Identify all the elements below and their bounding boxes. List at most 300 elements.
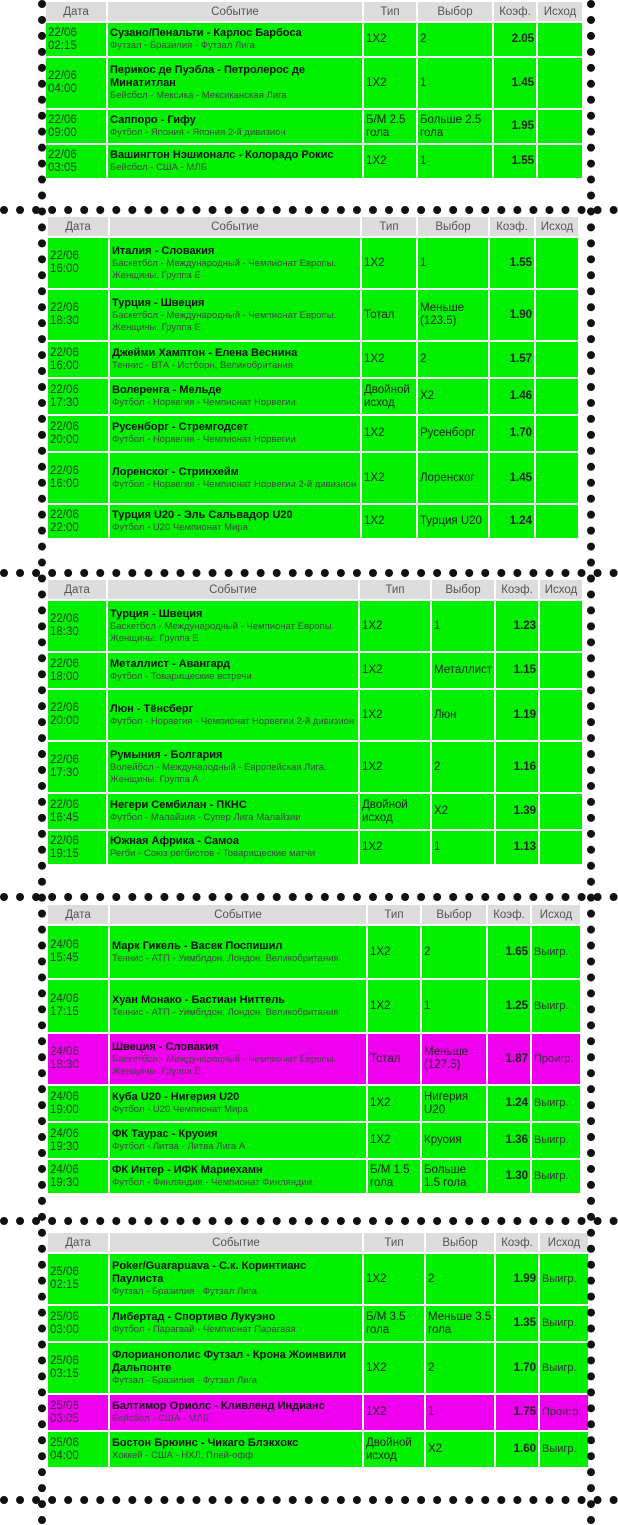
table-row	[48, 1432, 588, 1467]
event-title: Южная Африка - Самоа	[110, 835, 239, 847]
event-league: Футбол - Норвегия - Чемпионат Норвегии	[112, 434, 296, 445]
bet-event	[110, 379, 360, 414]
bet-event	[110, 416, 360, 451]
bet-pick: 2	[418, 23, 492, 56]
bet-odds: 1.95	[494, 110, 536, 143]
bet-event	[110, 1160, 366, 1193]
event-title: Вашингтон Нэшионалс - Колорадо Рокис	[110, 149, 334, 161]
bet-pick: 2	[432, 742, 494, 792]
header-type[interactable]: Тип	[362, 217, 416, 236]
bet-event	[110, 453, 360, 503]
table-row	[46, 110, 582, 143]
bet-event	[108, 145, 362, 178]
header-event[interactable]: Событие	[108, 2, 362, 21]
table-row	[48, 1086, 580, 1121]
header-date[interactable]: Дата	[48, 905, 108, 924]
header-result[interactable]: Исход	[540, 1233, 588, 1252]
bet-date: 22/06 02:15	[46, 23, 106, 56]
bet-pick: X2	[426, 1432, 494, 1467]
event-league: Волейбол - Международный - Европейская Лига. Женщины. Группа A	[110, 761, 327, 785]
event-league: Футзал - Бразилия - Футзал Лига	[110, 40, 255, 51]
bet-type: 1X2	[364, 145, 416, 178]
table-row	[48, 453, 578, 503]
bet-event	[110, 1343, 362, 1393]
bet-event	[110, 1123, 366, 1158]
bet-type: Тотал	[362, 290, 416, 340]
bet-date: 25/06 04:00	[48, 1432, 108, 1467]
bet-odds: 1.45	[490, 453, 534, 503]
bet-event	[110, 926, 366, 978]
bet-type: 1X2	[362, 416, 416, 451]
table-header	[48, 1233, 588, 1252]
bet-pick: Больше 1.5 гола	[422, 1160, 486, 1193]
bet-pick: 1	[432, 601, 494, 651]
bet-type: Двойной исход	[362, 379, 416, 414]
bet-pick: Турция U20	[418, 505, 488, 538]
header-odds[interactable]: Коэф.	[496, 580, 538, 599]
event-league: Футзал - Бразилия - Футзал Лига	[112, 1286, 257, 1297]
bet-result	[540, 794, 582, 829]
event-league: Футбол - U20 Чемпионат Мира	[112, 522, 248, 533]
bet-pick: 2	[426, 1254, 494, 1304]
event-title: Либертад - Спортиво Лукуэно	[112, 1311, 276, 1323]
event-title: Куба U20 - Нигерия U20	[112, 1091, 240, 1103]
bet-type: 1X2	[360, 831, 430, 864]
bet-type: 1X2	[360, 653, 430, 688]
table-row	[48, 416, 578, 451]
bet-date: 22/06 17:30	[48, 742, 106, 792]
bet-date: 22/06 22:00	[48, 505, 108, 538]
header-date[interactable]: Дата	[48, 217, 108, 236]
bet-result	[538, 23, 582, 56]
table-row	[48, 1034, 580, 1084]
bet-result	[540, 831, 582, 864]
bet-result	[540, 742, 582, 792]
bet-pick: 2	[418, 342, 488, 377]
bet-event	[108, 653, 358, 688]
event-league: Футбол - Товарищеские встречи	[110, 671, 252, 682]
bet-pick: 1	[422, 980, 486, 1032]
event-league: Футбол - Парагвай - Чемпионат Парагвая	[112, 1324, 296, 1335]
bet-pick: Меньше 3.5 гола	[426, 1306, 494, 1341]
event-league: Хоккей - США - НХЛ, Плей-офф	[112, 1450, 254, 1461]
bet-odds: 1.75	[496, 1395, 538, 1430]
bet-result	[538, 110, 582, 143]
table-row	[48, 690, 582, 740]
bet-date: 22/06 18:30	[48, 290, 108, 340]
bet-type: 1X2	[362, 505, 416, 538]
table-row	[46, 23, 582, 56]
bet-result	[540, 690, 582, 740]
bet-odds: 1.39	[496, 794, 538, 829]
bet-event	[110, 342, 360, 377]
bet-odds: 1.70	[490, 416, 534, 451]
bet-date: 22/06 16:00	[48, 342, 108, 377]
event-title: Лоренског - Стринхейм	[112, 465, 239, 478]
table-row	[48, 505, 578, 538]
table-row	[48, 601, 582, 651]
bet-odds: 1.99	[496, 1254, 538, 1304]
bet-date: 24/06 15:45	[48, 926, 108, 978]
bet-type: 1X2	[368, 926, 420, 978]
table-header	[48, 217, 578, 236]
event-title: Джейми Хамптон - Елена Веснина	[112, 347, 298, 359]
table-row	[48, 379, 578, 414]
bet-odds: 1.55	[494, 145, 536, 178]
bet-event	[110, 980, 366, 1032]
bet-type: 1X2	[360, 690, 430, 740]
bet-event	[110, 290, 360, 340]
bet-type: Двойной исход	[360, 794, 430, 829]
event-title: Хуан Монако - Бастиан Ниттель	[112, 993, 285, 1006]
bet-date: 25/06 03:05	[48, 1395, 108, 1430]
event-title: Бостон Брюинс - Чикаго Блэкхокс	[112, 1437, 299, 1449]
bet-date: 24/06 18:30	[48, 1034, 108, 1084]
bet-type: 1X2	[364, 1343, 424, 1393]
bet-type: 1X2	[364, 1254, 424, 1304]
bet-odds: 1.46	[490, 379, 534, 414]
bet-result: Выигр.	[540, 1432, 588, 1467]
event-league: Футбол - Норвегия - Чемпионат Норвегии 2-й дивизион	[112, 478, 357, 490]
dotted-separator-vertical	[587, 0, 595, 1525]
bet-result	[536, 290, 578, 340]
dotted-separator-horizontal	[0, 1217, 618, 1225]
bet-date: 25/06 02:15	[48, 1254, 108, 1304]
bet-date: 24/06 19:30	[48, 1160, 108, 1193]
table-row	[46, 58, 582, 108]
bet-date: 22/06 18:00	[48, 653, 106, 688]
dotted-separator-horizontal	[0, 569, 618, 577]
bet-result	[536, 342, 578, 377]
event-title: Poker/Guarapuava - С.к. Коринтианс Паулиста	[112, 1260, 307, 1285]
event-title: Турция U20 - Эль Сальвадор U20	[112, 509, 293, 521]
header-type[interactable]: Тип	[360, 580, 430, 599]
event-title: Саппоро - Гифу	[110, 114, 196, 126]
event-title: Сузано/Пенальти - Карлос Барбоса	[110, 27, 302, 39]
header-event[interactable]: Событие	[110, 217, 360, 236]
bet-odds: 1.23	[496, 601, 538, 651]
event-title: Швеция - Словакия	[112, 1040, 219, 1053]
bet-odds: 1.87	[488, 1034, 530, 1084]
bet-result	[536, 416, 578, 451]
bet-pick: X2	[432, 794, 494, 829]
event-title: Турция - Швеция	[112, 296, 205, 309]
header-date[interactable]: Дата	[46, 2, 106, 21]
bet-type: Б/М 1.5 гола	[368, 1160, 420, 1193]
bet-odds: 1.36	[488, 1123, 530, 1158]
table-row	[48, 831, 582, 864]
event-league: Регби - Союз регбистов - Товарищеские матчи	[110, 848, 316, 859]
event-league: Бейсбол - Мексика - Мексиканская Лига	[110, 90, 287, 101]
event-league: Теннис - ВТА - Истборн, Великобритания	[112, 360, 293, 371]
event-league: Футбол - U20 Чемпионат Мира	[112, 1104, 248, 1115]
bet-event	[110, 1086, 366, 1121]
header-type[interactable]: Тип	[368, 905, 420, 924]
bet-slip-block-4	[46, 903, 582, 1195]
bet-pick: Круоия	[422, 1123, 486, 1158]
bet-odds: 1.60	[496, 1432, 538, 1467]
bets-table	[44, 0, 584, 180]
bet-odds: 1.24	[490, 505, 534, 538]
event-league: Футбол - Норвегия - Чемпионат Норвегии 2-й дивизион	[110, 715, 355, 727]
bet-event	[108, 58, 362, 108]
bet-event	[110, 1432, 362, 1467]
bet-date: 25/06 03:00	[48, 1306, 108, 1341]
dotted-separator-horizontal	[0, 206, 618, 214]
bet-type: Тотал	[368, 1034, 420, 1084]
header-odds[interactable]: Коэф.	[494, 2, 536, 21]
event-title: ФК Таурас - Круоия	[112, 1128, 218, 1140]
bet-pick: Металлист	[432, 653, 494, 688]
bet-date: 22/06 20:00	[48, 690, 106, 740]
bet-type: 1X2	[368, 1086, 420, 1121]
event-title: Металлист - Авангард	[110, 658, 231, 670]
table-row	[48, 1395, 588, 1430]
event-league: Футбол - Норвегия - Чемпионат Норвегии	[112, 397, 296, 408]
bet-pick: 1	[418, 145, 492, 178]
header-odds[interactable]: Коэф.	[490, 217, 534, 236]
bet-date: 24/06 19:00	[48, 1086, 108, 1121]
header-event[interactable]: Событие	[108, 580, 358, 599]
bet-slip-block-3	[46, 578, 584, 866]
bet-pick: Лоренског	[418, 453, 488, 503]
bet-type: 1X2	[368, 1123, 420, 1158]
bet-result: Выигр.	[540, 1306, 588, 1341]
bet-date: 25/06 03:15	[48, 1343, 108, 1393]
bet-event	[110, 1395, 362, 1430]
bet-odds: 1.13	[496, 831, 538, 864]
table-row	[46, 145, 582, 178]
bet-event	[108, 601, 358, 651]
header-type[interactable]: Тип	[364, 2, 416, 21]
header-pick[interactable]: Выбор	[432, 580, 494, 599]
table-row	[48, 342, 578, 377]
bet-date: 22/06 04:00	[46, 58, 106, 108]
bet-type: 1X2	[364, 23, 416, 56]
header-type[interactable]: Тип	[364, 1233, 424, 1252]
table-row	[48, 1123, 580, 1158]
bet-date: 22/06 17:30	[48, 379, 108, 414]
header-pick[interactable]: Выбор	[426, 1233, 494, 1252]
bet-date: 22/06 18:30	[48, 601, 106, 651]
bet-type: 1X2	[362, 342, 416, 377]
table-header	[48, 905, 580, 924]
bet-date: 22/06 16:00	[48, 453, 108, 503]
event-title: Флорианополис Футзал - Крона Жоинвили Дальпонте	[112, 1349, 347, 1374]
bet-result: Выигр.	[532, 1086, 580, 1121]
event-title: Перикос де Пуэбла - Петролерос де Минатитлан	[110, 64, 305, 89]
header-event[interactable]: Событие	[110, 1233, 362, 1252]
bet-type: 1X2	[364, 1395, 424, 1430]
bet-odds: 1.15	[496, 653, 538, 688]
table-row	[48, 1306, 588, 1341]
dotted-separator-vertical	[38, 0, 46, 1525]
table-row	[48, 1343, 588, 1393]
header-result[interactable]: Исход	[532, 905, 580, 924]
event-league: Бейсбол - США - МЛБ	[112, 1413, 209, 1424]
table-row	[48, 653, 582, 688]
bet-pick: Русенборг	[418, 416, 488, 451]
event-league: Баскетбол - Международный - Чемпионат Европы. Женщины. Группа E	[110, 620, 335, 644]
event-league: Футбол - Литва - Литва Лига A	[112, 1141, 246, 1152]
event-title: Волеренга - Мельде	[112, 384, 222, 396]
table-row	[48, 742, 582, 792]
bet-slip-block-1	[44, 0, 584, 180]
event-title: Балтимор Ориолс - Кливленд Индианс	[112, 1400, 325, 1412]
bet-odds: 1.57	[490, 342, 534, 377]
event-league: Бейсбол - США - МЛБ	[110, 162, 207, 173]
dotted-separator-horizontal	[0, 893, 618, 901]
event-league: Теннис - АТП - Уимблдон, Лондон, Великобритания	[112, 952, 339, 964]
bet-result: Выигр.	[532, 1160, 580, 1193]
header-event[interactable]: Событие	[110, 905, 366, 924]
header-date[interactable]: Дата	[48, 1233, 108, 1252]
bet-event	[110, 1306, 362, 1341]
event-league: Футбол - Финляндия - Чемпионат Финляндии	[112, 1177, 313, 1188]
bet-date: 22/06 20:00	[48, 416, 108, 451]
bet-event	[108, 690, 358, 740]
bet-pick: 2	[426, 1343, 494, 1393]
dotted-separator-horizontal	[0, 1496, 618, 1504]
bet-odds: 1.30	[488, 1160, 530, 1193]
bet-type: 1X2	[362, 238, 416, 288]
bet-result	[540, 601, 582, 651]
bets-table	[46, 578, 584, 866]
event-title: Люн - Тёнсберг	[110, 702, 194, 715]
table-row	[48, 980, 580, 1032]
bet-odds: 1.16	[496, 742, 538, 792]
bet-date: 22/06 09:00	[46, 110, 106, 143]
bet-pick: 1	[426, 1395, 494, 1430]
bet-result	[536, 453, 578, 503]
bets-table	[46, 903, 582, 1195]
table-row	[48, 1160, 580, 1193]
bet-type: 1X2	[360, 601, 430, 651]
event-title: ФК Интер - ИФК Мариехамн	[112, 1164, 263, 1176]
bet-date: 22/06 16:00	[48, 238, 108, 288]
bet-pick: Меньше (123.5)	[418, 290, 488, 340]
event-title: Марк Гикель - Васек Поспишил	[112, 939, 283, 952]
header-result[interactable]: Исход	[540, 580, 582, 599]
bet-type: 1X2	[364, 58, 416, 108]
event-league: Футбол - Малайзия - Супер Лига Малайзии	[110, 812, 301, 823]
bet-odds: 1.90	[490, 290, 534, 340]
header-odds[interactable]: Коэф.	[488, 905, 530, 924]
header-odds[interactable]: Коэф.	[496, 1233, 538, 1252]
bet-type: Двойной исход	[364, 1432, 424, 1467]
table-row	[48, 290, 578, 340]
event-league: Футзал - Бразилия - Футзал Лига	[112, 1375, 257, 1386]
bet-result: Выигр.	[532, 1123, 580, 1158]
bet-event	[108, 794, 358, 829]
event-league: Баскетбол - Международный - Чемпионат Европы. Женщины. Группа E	[112, 309, 337, 333]
bet-odds: 1.24	[488, 1086, 530, 1121]
bet-odds: 1.55	[490, 238, 534, 288]
bet-type: 1X2	[368, 980, 420, 1032]
event-title: Италия - Словакия	[112, 244, 215, 257]
bet-result	[536, 505, 578, 538]
bet-date: 22/06 16:45	[48, 794, 106, 829]
event-league: Баскетбол - Международный - Чемпионат Европы. Женщины. Группа E	[112, 257, 337, 281]
header-result[interactable]: Исход	[536, 217, 578, 236]
event-title: Русенборг - Стремгодсет	[112, 421, 249, 433]
bet-result	[540, 653, 582, 688]
bet-pick: X2	[418, 379, 488, 414]
bet-result: Выигр.	[540, 1343, 588, 1393]
bet-odds: 1.45	[494, 58, 536, 108]
bet-date: 24/06 17:15	[48, 980, 108, 1032]
bet-pick: 2	[422, 926, 486, 978]
bet-date: 24/06 19:30	[48, 1123, 108, 1158]
event-league: Теннис - АТП - Уимблдон, Лондон, Великобритания	[112, 1006, 339, 1018]
bet-event	[108, 831, 358, 864]
bet-pick: Люн	[432, 690, 494, 740]
bet-event	[108, 23, 362, 56]
bets-table	[46, 215, 580, 540]
bet-event	[108, 110, 362, 143]
bet-result	[538, 58, 582, 108]
header-pick[interactable]: Выбор	[422, 905, 486, 924]
bet-result: Выигр.	[540, 1254, 588, 1304]
event-league: Баскетбол - Международный - Чемпионат Европы. Женщины. Группа E	[112, 1053, 337, 1077]
bet-pick: 1	[432, 831, 494, 864]
header-date[interactable]: Дата	[48, 580, 106, 599]
bet-slip-block-5	[46, 1231, 590, 1469]
bet-odds: 1.70	[496, 1343, 538, 1393]
event-title: Негери Сембилан - ПКНС	[110, 799, 247, 811]
bet-odds: 1.25	[488, 980, 530, 1032]
bet-pick: Нигерия U20	[422, 1086, 486, 1121]
bet-type: Б/М 2.5 гола	[364, 110, 416, 143]
table-header	[46, 2, 582, 21]
bet-result: Выигр.	[532, 980, 580, 1032]
bet-event	[110, 1254, 362, 1304]
bet-result	[538, 145, 582, 178]
bet-event	[108, 742, 358, 792]
bet-pick: Больше 2.5 гола	[418, 110, 492, 143]
bet-result	[536, 238, 578, 288]
bet-type: Б/М 3.5 гола	[364, 1306, 424, 1341]
bet-odds: 1.65	[488, 926, 530, 978]
table-row	[48, 794, 582, 829]
bet-date: 22/06 19:15	[48, 831, 106, 864]
bet-pick: Меньше (127.5)	[422, 1034, 486, 1084]
bet-odds: 2.05	[494, 23, 536, 56]
bet-slip-block-2	[46, 215, 580, 540]
bet-event	[110, 238, 360, 288]
bet-odds: 1.35	[496, 1306, 538, 1341]
table-row	[48, 926, 580, 978]
header-pick[interactable]: Выбор	[418, 2, 492, 21]
bet-result: Проигр.	[532, 1034, 580, 1084]
bets-table	[46, 1231, 590, 1469]
bet-pick: 1	[418, 238, 488, 288]
bet-type: 1X2	[360, 742, 430, 792]
header-result[interactable]: Исход	[538, 2, 582, 21]
bet-event	[110, 505, 360, 538]
table-row	[48, 238, 578, 288]
table-row	[48, 1254, 588, 1304]
table-header	[48, 580, 582, 599]
bet-result: Выигр.	[532, 926, 580, 978]
bet-result: Проигр.	[540, 1395, 588, 1430]
bet-event	[110, 1034, 366, 1084]
bet-date: 22/06 03:05	[46, 145, 106, 178]
header-pick[interactable]: Выбор	[418, 217, 488, 236]
event-title: Румыния - Болгария	[110, 748, 223, 761]
event-league: Футбол - Япония - Япония 2-й дивизион	[110, 127, 286, 138]
bet-type: 1X2	[362, 453, 416, 503]
